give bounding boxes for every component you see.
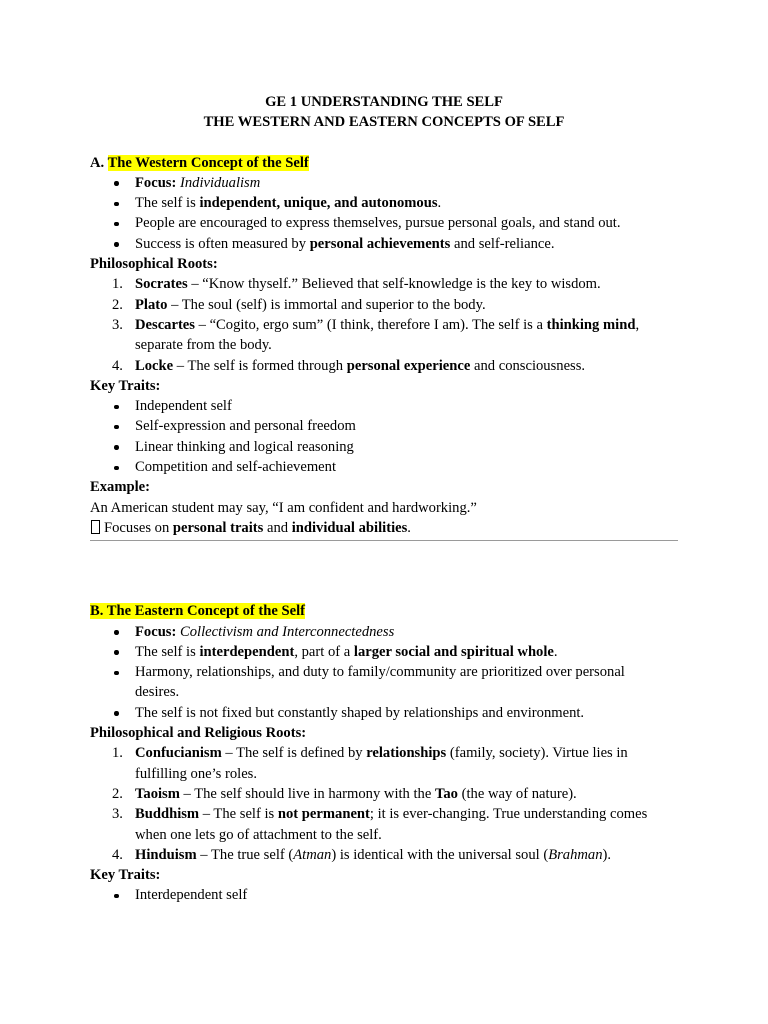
bullet-text: and self-reliance. <box>450 235 555 252</box>
list-item <box>90 315 678 356</box>
list-item <box>90 622 678 642</box>
missing-glyph-icon <box>91 520 100 534</box>
root-bold: personal experience <box>346 357 471 374</box>
tradition-name: Taoism <box>135 785 180 802</box>
section-a-bullets <box>90 173 678 254</box>
bullet-text: . <box>553 643 558 660</box>
bullet-text: , part of a <box>294 643 354 660</box>
bullet-bold: personal achievements <box>309 235 451 252</box>
focus-value: Individualism <box>180 174 261 191</box>
list-item: Self-expression and personal freedom <box>90 416 678 436</box>
root-italic: Atman <box>293 846 332 863</box>
section-a-focus-line <box>90 518 678 538</box>
focus-bold: individual abilities <box>291 519 408 536</box>
focus-value: Collectivism and Interconnectedness <box>180 623 395 640</box>
section-a-example-heading: Example: <box>90 479 150 496</box>
philosopher-name: Socrates <box>135 276 188 293</box>
list-number: 4. <box>112 357 123 374</box>
list-number: 3. <box>112 806 123 823</box>
tradition-name: Buddhism <box>135 806 200 823</box>
list-item: Independent self <box>90 396 678 416</box>
bullet-text: . <box>437 195 442 212</box>
list-number: 1. <box>112 276 123 293</box>
tradition-name: Hinduism <box>135 846 197 863</box>
focus-text: Focuses on <box>104 519 173 536</box>
root-bold: not permanent <box>277 806 370 823</box>
section-a-traits-list <box>90 396 678 477</box>
list-number: 1. <box>112 745 123 762</box>
list-item: Linear thinking and logical reasoning <box>90 437 678 457</box>
section-b-title-text: . The Eastern Concept of the Self <box>99 603 305 620</box>
list-item <box>90 295 678 315</box>
section-a-heading <box>90 153 678 173</box>
root-text: – The self is defined by <box>221 745 367 762</box>
list-item <box>90 784 678 804</box>
bullet-bold: interdependent <box>199 643 295 660</box>
list-item <box>90 845 678 865</box>
root-text: (family, society). Virtue lies in <box>446 745 628 762</box>
list-item <box>90 274 678 294</box>
bullet-bold: independent, unique, and autonomous <box>199 195 438 212</box>
root-bold: Tao <box>434 785 458 802</box>
bullet-text: Success is often measured by <box>135 235 310 252</box>
list-number: 2. <box>112 785 123 802</box>
section-b-heading <box>90 601 678 621</box>
document-title-block <box>90 92 678 133</box>
document-subtitle: THE WESTERN AND EASTERN CONCEPTS OF SELF <box>203 114 565 131</box>
focus-text: . <box>407 519 411 536</box>
focus-bold: personal traits <box>172 519 264 536</box>
section-a-roots-list <box>90 274 678 375</box>
bullet-text: Harmony, relationships, and duty to family/community are prioritized over personal <box>135 664 625 681</box>
section-b-roots-list <box>90 743 678 865</box>
root-text: separate from the body. <box>135 337 272 354</box>
root-text: ). <box>602 846 612 863</box>
root-text: – “Cogito, ergo sum” (I think, therefore I am). The self is a <box>194 316 547 333</box>
root-text: – The soul (self) is immortal and superior to the body. <box>167 296 486 313</box>
list-number: 2. <box>112 296 123 313</box>
root-text: (the way of nature). <box>457 785 577 802</box>
section-b-traits-list <box>90 885 678 905</box>
document-title: GE 1 UNDERSTANDING THE SELF <box>265 94 503 110</box>
list-item <box>90 173 678 193</box>
bullet-text: desires. <box>135 684 180 701</box>
root-text: – The self should live in harmony with the <box>179 785 435 802</box>
philosopher-name: Descartes <box>135 316 195 333</box>
list-item: The self is not fixed but constantly shaped by relationships and environment. <box>90 703 678 723</box>
list-item: Interdependent self <box>90 885 678 905</box>
root-italic: Brahman <box>548 846 603 863</box>
section-b-letter: B <box>90 603 100 620</box>
root-text: ) is identical with the universal soul ( <box>331 846 549 863</box>
root-text: – The self is <box>199 806 278 823</box>
focus-label: Focus: <box>135 174 177 191</box>
list-item <box>90 234 678 254</box>
list-item <box>90 356 678 376</box>
root-text: , <box>635 316 640 333</box>
bullet-text: The self is <box>135 195 200 212</box>
section-a-letter: A. <box>90 154 108 171</box>
list-number: 4. <box>112 846 123 863</box>
focus-label: Focus: <box>135 623 177 640</box>
section-spacer <box>90 541 678 601</box>
bullet-text: The self is <box>135 643 200 660</box>
list-item <box>90 804 678 845</box>
root-text: ; it is ever-changing. True understanding comes <box>369 806 648 823</box>
root-text: – “Know thyself.” Believed that self-knowledge is the key to wisdom. <box>187 276 601 293</box>
list-item <box>90 662 678 703</box>
tradition-name: Confucianism <box>135 745 222 762</box>
root-text: fulfilling one’s roles. <box>135 765 258 782</box>
root-bold: thinking mind <box>546 316 636 333</box>
root-text: – The true self ( <box>196 846 294 863</box>
section-a-example-text: An American student may say, “I am confident and hardworking.” <box>90 499 477 516</box>
root-text: and consciousness. <box>470 357 586 374</box>
philosopher-name: Locke <box>135 357 174 374</box>
list-item <box>90 193 678 213</box>
root-bold: relationships <box>366 745 447 762</box>
section-b-traits-heading: Key Traits: <box>90 867 161 884</box>
list-item <box>90 642 678 662</box>
philosopher-name: Plato <box>135 296 168 313</box>
list-item: Competition and self-achievement <box>90 457 678 477</box>
section-b-roots-heading: Philosophical and Religious Roots: <box>90 725 307 742</box>
bullet-bold: larger social and spiritual whole <box>353 643 554 660</box>
focus-text: and <box>263 519 292 536</box>
section-b-title <box>90 603 305 619</box>
document-page <box>90 92 678 906</box>
section-a-roots-heading: Philosophical Roots: <box>90 256 218 273</box>
root-text: – The self is formed through <box>173 357 347 374</box>
section-a-traits-heading: Key Traits: <box>90 377 161 394</box>
list-item <box>90 743 678 784</box>
list-item: People are encouraged to express themselves, pursue personal goals, and stand out. <box>90 213 678 233</box>
section-a-title: The Western Concept of the Self <box>107 154 309 171</box>
section-b-bullets <box>90 622 678 723</box>
root-text: when one lets go of attachment to the self. <box>135 826 382 843</box>
list-number: 3. <box>112 316 123 333</box>
